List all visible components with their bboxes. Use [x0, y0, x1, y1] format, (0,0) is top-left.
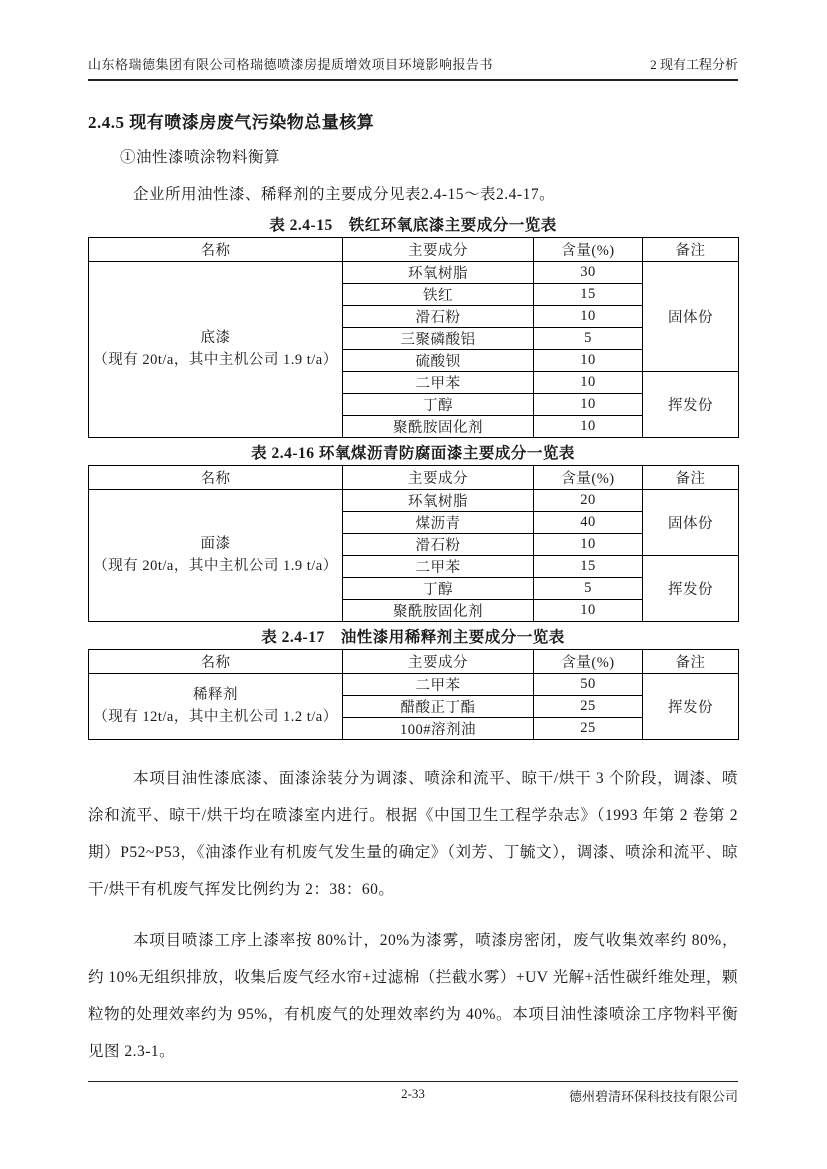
- content-percent-cell: 5: [534, 578, 643, 600]
- table-wrap-2-4-15: [88, 237, 738, 438]
- column-header: 名称: [89, 238, 343, 262]
- material-name-line: （现有 20t/a，其中主机公司 1.9 t/a）: [93, 557, 338, 574]
- content-percent-cell: 40: [534, 512, 643, 534]
- intro-paragraph: 企业所用油性漆、稀释剂的主要成分见表2.4-15～表2.4-17。: [133, 186, 556, 203]
- running-head-title: 山东格瑞德集团有限公司格瑞德喷漆房提质增效项目环境影响报告书: [88, 57, 494, 72]
- content-percent-cell: 50: [534, 674, 643, 696]
- material-name-line: 稀释剂: [193, 687, 238, 704]
- ingredient-cell: 二甲苯: [343, 674, 534, 696]
- content-percent-cell: 10: [534, 350, 643, 372]
- ingredient-cell: 二甲苯: [343, 372, 534, 394]
- ingredient-cell: 滑石粉: [343, 534, 534, 556]
- content-percent-cell: 10: [534, 534, 643, 556]
- column-header: 主要成分: [343, 466, 534, 490]
- column-header: 备注: [643, 650, 739, 674]
- column-header: 备注: [643, 238, 739, 262]
- material-name-line: 底漆: [200, 330, 231, 347]
- page-footer: [88, 1081, 738, 1106]
- running-head-chapter: 2 现有工程分析: [650, 57, 738, 72]
- composition-table: [88, 237, 739, 438]
- remark-cell: 固体份: [643, 490, 739, 556]
- ingredient-cell: 聚酰胺固化剂: [343, 600, 534, 622]
- content-percent-cell: 10: [534, 394, 643, 416]
- table-wrap-2-4-17: [88, 649, 738, 740]
- subsection-heading: ①油性漆喷涂物料衡算: [120, 149, 281, 166]
- ingredient-cell: 丁醇: [343, 578, 534, 600]
- column-header: 名称: [89, 466, 343, 490]
- content-percent-cell: 10: [534, 600, 643, 622]
- ingredient-cell: 聚酰胺固化剂: [343, 416, 534, 438]
- content-percent-cell: 25: [534, 696, 643, 718]
- column-header: 名称: [89, 650, 343, 674]
- section-heading: 2.4.5 现有喷漆房废气污染物总量核算: [88, 113, 375, 132]
- material-name-cell: [89, 490, 343, 622]
- remark-cell: 挥发份: [643, 372, 739, 438]
- ingredient-cell: 三聚磷酸铝: [343, 328, 534, 350]
- ingredient-cell: 铁红: [343, 284, 534, 306]
- column-header: 备注: [643, 466, 739, 490]
- content-percent-cell: 10: [534, 372, 643, 394]
- column-header: 含量(%): [534, 466, 643, 490]
- footer-company-name: 德州碧清环保科技技有限公司: [568, 1089, 738, 1104]
- column-header: 主要成分: [343, 650, 534, 674]
- ingredient-cell: 醋酸正丁酯: [343, 696, 534, 718]
- ingredient-cell: 硫酸钡: [343, 350, 534, 372]
- ingredient-cell: 100#溶剂油: [343, 718, 534, 740]
- ingredient-cell: 滑石粉: [343, 306, 534, 328]
- ingredient-cell: 环氧树脂: [343, 490, 534, 512]
- running-head: [88, 57, 738, 81]
- table-wrap-2-4-16: [88, 465, 738, 622]
- column-header: 含量(%): [534, 238, 643, 262]
- material-name-line: （现有 20t/a，其中主机公司 1.9 t/a）: [93, 351, 338, 368]
- ingredient-cell: 环氧树脂: [343, 262, 534, 284]
- composition-table: [88, 649, 739, 740]
- body-paragraph-2: 本项目喷漆工序上漆率按 80%计，20%为漆雾，喷漆房密闭，废气收集效率约 80%，约 10%无组织排放，收集后废气经水帘+过滤棉（拦截水雾）+UV 光解+活性碳纤维处理，颗粒物的处理效率约为 95%，有机废气的处理效率约为 40%。本项目油性漆喷涂工序物料平衡见图 2.3-1。: [88, 932, 738, 1060]
- table-title-2-4-15: 表 2.4-15 铁红环氧底漆主要成分一览表: [269, 217, 557, 234]
- content-percent-cell: 20: [534, 490, 643, 512]
- column-header: 主要成分: [343, 238, 534, 262]
- content-percent-cell: 30: [534, 262, 643, 284]
- composition-table: [88, 465, 739, 622]
- content-percent-cell: 25: [534, 718, 643, 740]
- table-title-2-4-17: 表 2.4-17 油性漆用稀释剂主要成分一览表: [261, 629, 565, 646]
- page-content: [88, 0, 738, 1070]
- column-header: 含量(%): [534, 650, 643, 674]
- content-percent-cell: 15: [534, 284, 643, 306]
- content-percent-cell: 5: [534, 328, 643, 350]
- material-name-cell: [89, 674, 343, 740]
- table-title-2-4-16: 表 2.4-16 环氧煤沥青防腐面漆主要成分一览表: [251, 445, 575, 462]
- material-name-cell: [89, 262, 343, 438]
- content-percent-cell: 10: [534, 306, 643, 328]
- material-name-line: （现有 12t/a，其中主机公司 1.2 t/a）: [93, 708, 338, 725]
- material-name-line: 面漆: [200, 536, 231, 553]
- body-paragraph-1: 本项目油性漆底漆、面漆涂装分为调漆、喷涂和流平、晾干/烘干 3 个阶段，调漆、喷涂和流平、晾干/烘干均在喷漆室内进行。根据《中国卫生工程学杂志》（1993 年第 2 卷第 2 期）P52~P53，《油漆作业有机废气发生量的确定》（刘芳、丁毓文），调漆、喷涂和流平、晾干/烘干有机废气挥发比例约为 2：38：60。: [88, 770, 738, 898]
- ingredient-cell: 煤沥青: [343, 512, 534, 534]
- footer-page-number: 2-33: [401, 1086, 425, 1101]
- content-percent-cell: 10: [534, 416, 643, 438]
- ingredient-cell: 二甲苯: [343, 556, 534, 578]
- remark-cell: 挥发份: [643, 674, 739, 740]
- ingredient-cell: 丁醇: [343, 394, 534, 416]
- remark-cell: 挥发份: [643, 556, 739, 622]
- content-percent-cell: 15: [534, 556, 643, 578]
- remark-cell: 固体份: [643, 262, 739, 372]
